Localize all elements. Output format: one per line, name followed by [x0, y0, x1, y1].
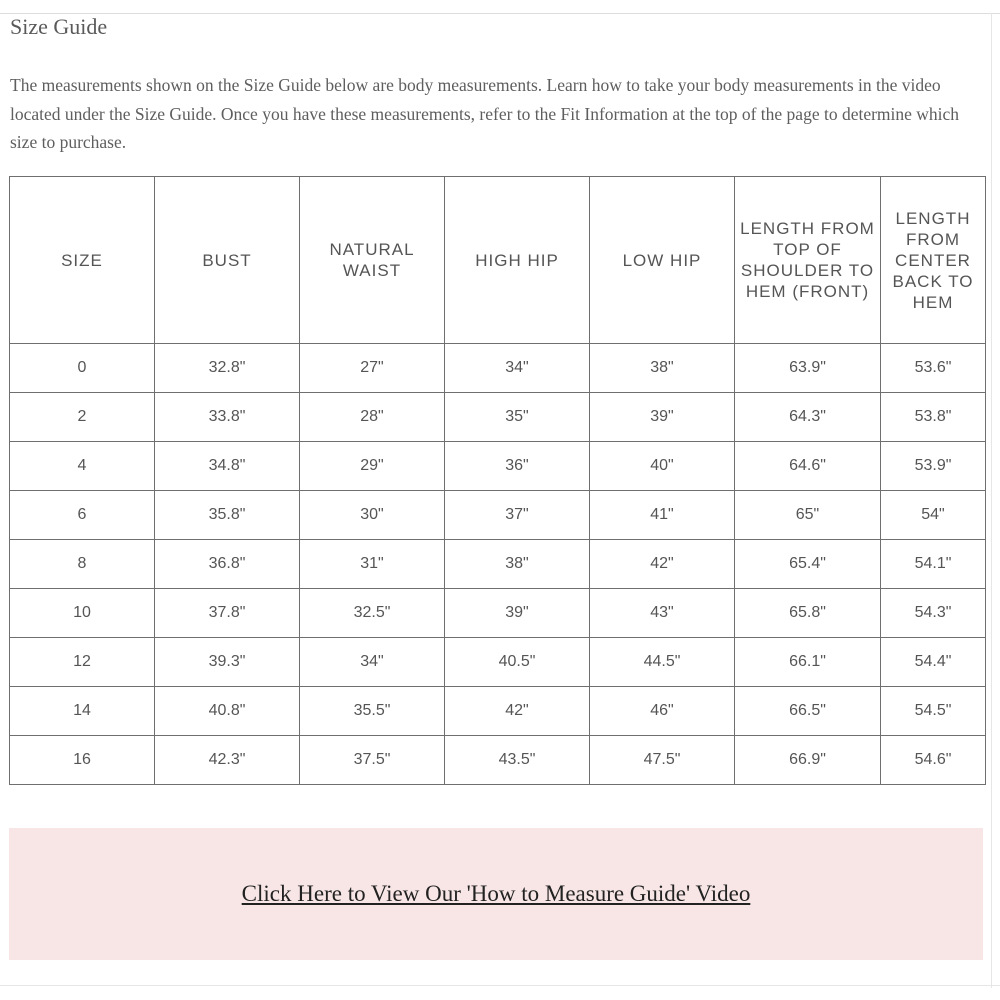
cell-low-hip: 40" [590, 442, 735, 491]
table-row [10, 344, 986, 393]
cell-length-front: 64.6" [735, 442, 881, 491]
header-low-hip: LOW HIP [590, 177, 735, 344]
header-size: SIZE [10, 177, 155, 344]
cell-size: 4 [10, 442, 155, 491]
cell-bust: 39.3" [155, 638, 300, 687]
cell-size: 16 [10, 736, 155, 785]
cell-bust: 33.8" [155, 393, 300, 442]
cell-natural-waist: 35.5" [300, 687, 445, 736]
cell-size: 14 [10, 687, 155, 736]
table-header-row [10, 177, 986, 344]
cell-length-front: 63.9" [735, 344, 881, 393]
table-row [10, 589, 986, 638]
cell-high-hip: 38" [445, 540, 590, 589]
cell-length-front: 65.4" [735, 540, 881, 589]
cell-length-back: 54.4" [881, 638, 986, 687]
cell-low-hip: 47.5" [590, 736, 735, 785]
cell-length-front: 66.5" [735, 687, 881, 736]
cell-high-hip: 35" [445, 393, 590, 442]
cell-length-front: 66.1" [735, 638, 881, 687]
cell-length-front: 65.8" [735, 589, 881, 638]
table-row [10, 638, 986, 687]
cell-natural-waist: 31" [300, 540, 445, 589]
cell-low-hip: 46" [590, 687, 735, 736]
table-row [10, 687, 986, 736]
page-title: Size Guide [10, 14, 108, 39]
cell-bust: 34.8" [155, 442, 300, 491]
cell-length-front: 65" [735, 491, 881, 540]
cell-length-back: 53.9" [881, 442, 986, 491]
cell-size: 2 [10, 393, 155, 442]
cell-length-back: 54.3" [881, 589, 986, 638]
cell-natural-waist: 29" [300, 442, 445, 491]
top-divider [0, 13, 1000, 14]
cell-high-hip: 40.5" [445, 638, 590, 687]
table-row [10, 491, 986, 540]
cell-high-hip: 36" [445, 442, 590, 491]
cell-high-hip: 42" [445, 687, 590, 736]
cell-high-hip: 34" [445, 344, 590, 393]
cell-size: 6 [10, 491, 155, 540]
intro-paragraph: The measurements shown on the Size Guide below are body measurements. Learn how to take your body measurements in the video located under the Size Guide. Once you have these measurements, refer to the Fit Information at the top of the page to determine which size to purchase. [10, 75, 960, 152]
cell-length-back: 54.6" [881, 736, 986, 785]
cell-length-back: 53.8" [881, 393, 986, 442]
cell-natural-waist: 34" [300, 638, 445, 687]
header-natural-waist: NATURAL WAIST [300, 177, 445, 344]
cell-bust: 37.8" [155, 589, 300, 638]
table-row [10, 442, 986, 491]
header-bust: BUST [155, 177, 300, 344]
cell-length-back: 54.1" [881, 540, 986, 589]
cell-length-front: 64.3" [735, 393, 881, 442]
cell-length-back: 53.6" [881, 344, 986, 393]
cell-size: 0 [10, 344, 155, 393]
cell-length-front: 66.9" [735, 736, 881, 785]
size-table [9, 176, 986, 785]
header-length-front: LENGTH FROM TOP OF SHOULDER TO HEM (FRONT) [735, 177, 881, 344]
bottom-divider [0, 985, 1000, 986]
right-divider [991, 13, 992, 988]
measure-guide-banner [9, 828, 983, 960]
cell-natural-waist: 37.5" [300, 736, 445, 785]
size-table-body [10, 344, 986, 785]
cell-natural-waist: 30" [300, 491, 445, 540]
cell-natural-waist: 28" [300, 393, 445, 442]
cell-natural-waist: 27" [300, 344, 445, 393]
cell-bust: 40.8" [155, 687, 300, 736]
cell-natural-waist: 32.5" [300, 589, 445, 638]
measure-guide-video-link[interactable]: Click Here to View Our 'How to Measure Guide' Video [241, 881, 751, 906]
header-length-back: LENGTH FROM CENTER BACK TO HEM [881, 177, 986, 344]
cell-low-hip: 43" [590, 589, 735, 638]
cell-size: 10 [10, 589, 155, 638]
cell-length-back: 54.5" [881, 687, 986, 736]
cell-bust: 36.8" [155, 540, 300, 589]
cell-length-back: 54" [881, 491, 986, 540]
cell-low-hip: 38" [590, 344, 735, 393]
cell-size: 8 [10, 540, 155, 589]
cell-bust: 42.3" [155, 736, 300, 785]
table-row [10, 540, 986, 589]
cell-low-hip: 44.5" [590, 638, 735, 687]
cell-low-hip: 41" [590, 491, 735, 540]
header-high-hip: HIGH HIP [445, 177, 590, 344]
table-row [10, 736, 986, 785]
cell-high-hip: 39" [445, 589, 590, 638]
cell-high-hip: 37" [445, 491, 590, 540]
cell-high-hip: 43.5" [445, 736, 590, 785]
cell-size: 12 [10, 638, 155, 687]
cell-low-hip: 42" [590, 540, 735, 589]
cell-bust: 35.8" [155, 491, 300, 540]
table-row [10, 393, 986, 442]
cell-low-hip: 39" [590, 393, 735, 442]
cell-bust: 32.8" [155, 344, 300, 393]
